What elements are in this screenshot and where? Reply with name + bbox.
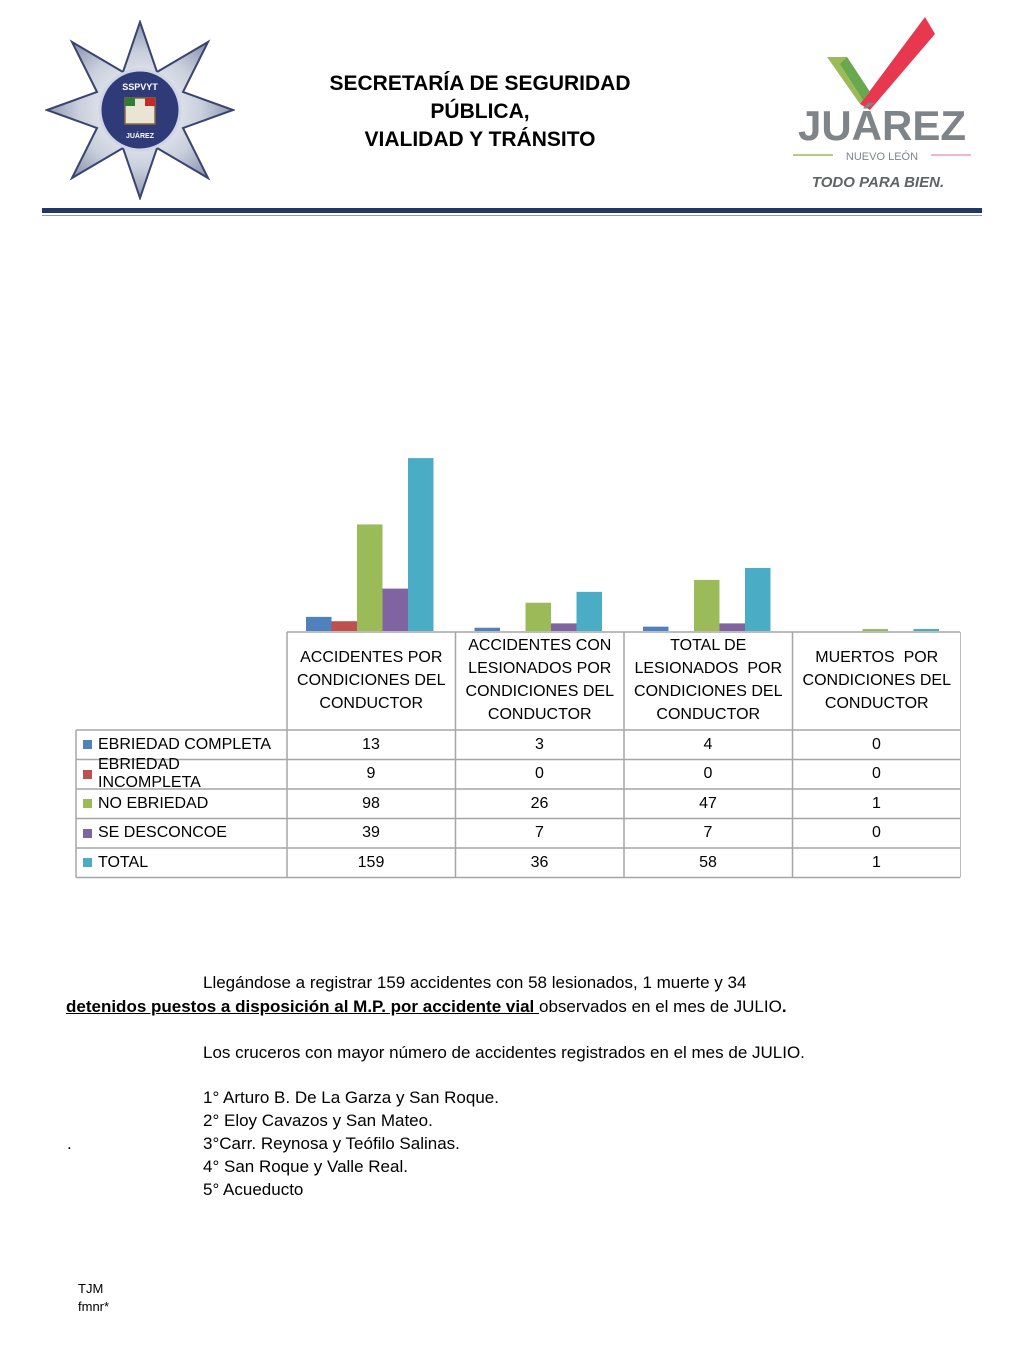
table-cell: 0 bbox=[872, 765, 881, 782]
summary-rest: observados en el mes de JULIO bbox=[538, 997, 782, 1016]
table-cell: 13 bbox=[362, 735, 380, 753]
bar-ebriedad-incompleta-0 bbox=[332, 621, 358, 631]
footer-line-1: TJM bbox=[78, 1281, 104, 1296]
table-row-label bbox=[75, 730, 287, 759]
title-line-3: VIALIDAD Y TRÁNSITO bbox=[364, 128, 596, 151]
crucero-item: 5° Acueducto bbox=[203, 1180, 304, 1199]
summary-line-2 bbox=[66, 997, 787, 1017]
table-cell: 98 bbox=[362, 794, 380, 812]
table-cell: 1 bbox=[872, 853, 881, 871]
column-header-line: LESIONADOS POR bbox=[468, 660, 612, 677]
table-column-header bbox=[793, 631, 962, 729]
column-header-line: CONDICIONES DEL bbox=[634, 683, 783, 700]
crucero-item: 2° Eloy Cavazos y San Mateo. bbox=[203, 1111, 433, 1130]
bar-no-ebriedad-0 bbox=[357, 524, 383, 631]
bar-total-0 bbox=[408, 458, 434, 631]
bar-no-ebriedad-1 bbox=[526, 603, 552, 631]
table-cell: 1 bbox=[872, 794, 881, 812]
column-header-line: TOTAL DE bbox=[670, 637, 747, 654]
column-header-line: CONDICIONES DEL bbox=[802, 671, 951, 689]
legend-swatch bbox=[83, 799, 92, 808]
table-cell: 9 bbox=[366, 765, 376, 782]
column-header-line: ACCIDENTES POR bbox=[300, 648, 443, 666]
title-line-2: PÚBLICA, bbox=[430, 100, 530, 123]
table-cell: 159 bbox=[357, 853, 385, 871]
bar-total-2 bbox=[745, 568, 771, 631]
bar-total-1 bbox=[577, 592, 603, 631]
sspvyt-badge-logo bbox=[45, 20, 235, 200]
table-cell: 0 bbox=[872, 824, 881, 841]
summary-line-1: Llegándose a registrar 159 accidentes con 58 lesionados, 1 muerte y 34 bbox=[203, 973, 747, 992]
bar-ebriedad-completa-0 bbox=[306, 617, 332, 631]
column-header-line: CONDUCTOR bbox=[824, 694, 929, 712]
column-header-line: CONDUCTOR bbox=[656, 706, 761, 723]
header-divider-thin bbox=[42, 215, 982, 216]
table-cell: 3 bbox=[535, 735, 544, 753]
table-cell: 36 bbox=[530, 853, 549, 871]
title-line-1: SECRETARÍA DE SEGURIDAD bbox=[329, 72, 631, 95]
table-cell: 0 bbox=[535, 765, 544, 782]
summary-underlined: detenidos puestos a disposición al M.P. por accidente vial bbox=[66, 997, 539, 1016]
cruceros-intro: Los cruceros con mayor número de accidentes registrados en el mes de JULIO. bbox=[203, 1043, 805, 1062]
footer-line-2: fmnr* bbox=[78, 1299, 110, 1314]
table-row-label bbox=[75, 848, 287, 877]
crucero-item: 4° San Roque y Valle Real. bbox=[203, 1157, 408, 1176]
logo-check-red bbox=[860, 17, 935, 110]
table-row-label bbox=[75, 819, 287, 848]
table-column-header bbox=[624, 631, 793, 729]
legend-label: EBRIEDAD INCOMPLETA bbox=[98, 756, 201, 791]
column-header-line: MUERTOS POR bbox=[815, 648, 939, 666]
legend-label: TOTAL bbox=[98, 853, 149, 871]
table-column-header bbox=[287, 631, 456, 729]
bar-no-ebriedad-2 bbox=[694, 580, 720, 631]
column-header-line: CONDICIONES DEL bbox=[465, 683, 614, 700]
header-divider bbox=[42, 208, 982, 213]
legend-swatch bbox=[83, 829, 92, 838]
bar-se-desconcoe-2 bbox=[720, 623, 746, 631]
table-cell: 58 bbox=[699, 853, 717, 871]
logo-state: NUEVO LEÓN bbox=[845, 151, 919, 163]
table-cell: 7 bbox=[703, 824, 713, 841]
table-row-label bbox=[75, 789, 287, 818]
column-header-line: CONDUCTOR bbox=[487, 706, 592, 723]
column-header-line: CONDUCTOR bbox=[319, 694, 424, 712]
summary-end: . bbox=[781, 997, 787, 1016]
bar-se-desconcoe-1 bbox=[551, 623, 577, 631]
legend-swatch bbox=[83, 740, 92, 749]
table-cell: 0 bbox=[703, 765, 713, 782]
juarez-logo bbox=[785, 12, 980, 197]
legend-swatch bbox=[83, 770, 92, 779]
crucero-item: 3°Carr. Reynosa y Teófilo Salinas. bbox=[203, 1134, 460, 1153]
table-row-label bbox=[75, 756, 287, 791]
table-cell: 26 bbox=[530, 794, 549, 812]
badge-text-top: SSPVYT bbox=[122, 82, 158, 92]
legend-label: SE DESCONCOE bbox=[98, 824, 227, 841]
table-column-header bbox=[456, 631, 625, 729]
column-header-line: ACCIDENTES CON bbox=[468, 637, 612, 654]
legend-label: EBRIEDAD COMPLETA bbox=[98, 735, 272, 753]
logo-name: JUÁREZ bbox=[797, 102, 967, 149]
badge-text-bottom: JUÁREZ bbox=[125, 133, 155, 140]
chart-data-table bbox=[75, 631, 961, 879]
table-cell: 7 bbox=[535, 824, 544, 841]
column-header-line: CONDICIONES DEL bbox=[297, 671, 446, 689]
logo-slogan: TODO PARA BIEN. bbox=[811, 174, 945, 191]
column-header-line: LESIONADOS POR bbox=[634, 660, 783, 677]
footer-initials bbox=[78, 1280, 109, 1316]
legend-label: NO EBRIEDAD bbox=[98, 794, 209, 812]
table-cell: 4 bbox=[703, 735, 713, 753]
table-cell: 47 bbox=[699, 794, 717, 812]
table-cell: 0 bbox=[872, 735, 881, 753]
legend-swatch bbox=[83, 858, 92, 867]
table-cell: 39 bbox=[362, 824, 380, 841]
dot-marker: . bbox=[67, 1134, 72, 1153]
crucero-item: 1° Arturo B. De La Garza y San Roque. bbox=[203, 1088, 499, 1107]
bar-se-desconcoe-0 bbox=[383, 589, 409, 631]
page-title bbox=[300, 70, 660, 154]
